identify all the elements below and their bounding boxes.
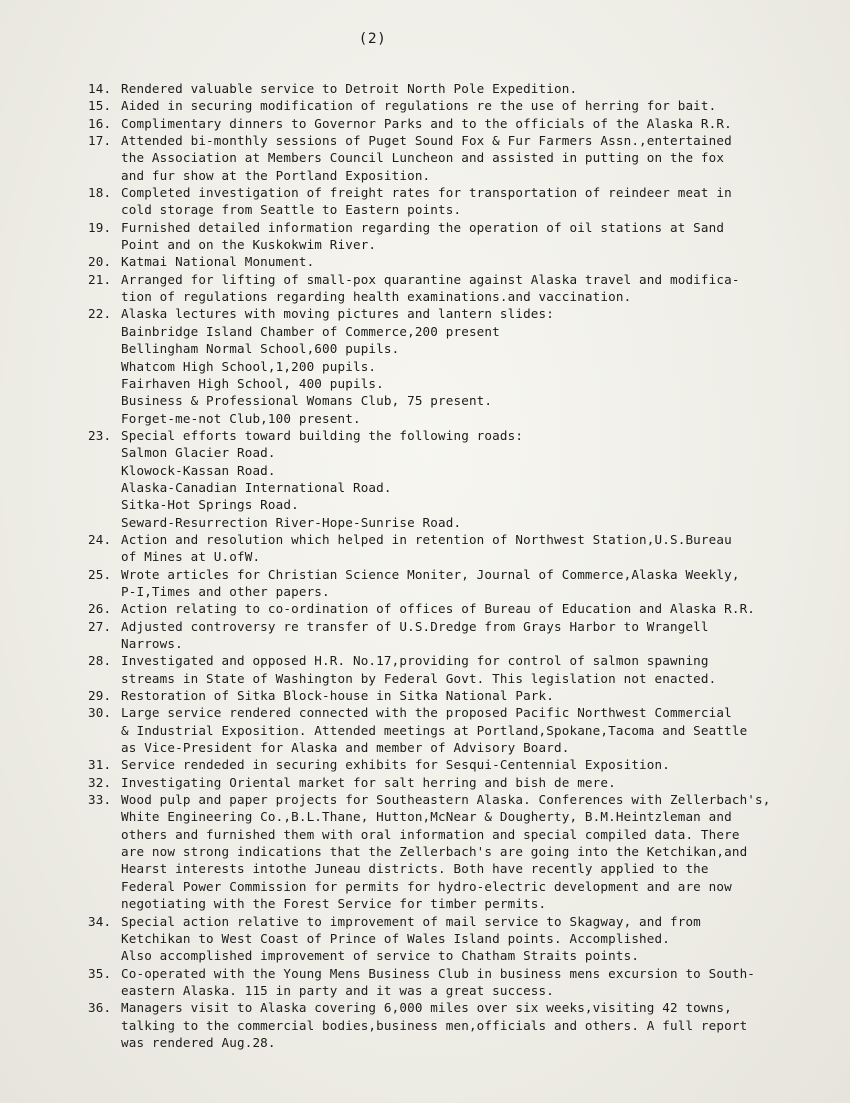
item-text xyxy=(121,600,823,617)
item-text-line: Hearst interests intothe Juneau districts. Both have recently applied to the xyxy=(121,861,709,877)
item-text-line: Sitka-Hot Springs Road. xyxy=(121,497,299,513)
item-text xyxy=(121,115,823,132)
item-text-line: Katmai National Monument. xyxy=(121,254,315,270)
list-item xyxy=(88,219,823,254)
item-number: 17. xyxy=(88,133,112,149)
list-item xyxy=(88,965,823,1000)
item-text-line: Wood pulp and paper projects for Southeastern Alaska. Conferences with Zellerbach's, xyxy=(121,792,771,808)
item-text-line: Attended bi-monthly sessions of Puget Sound Fox & Fur Farmers Assn.,entertained xyxy=(121,133,732,149)
item-text-line: Fairhaven High School, 400 pupils. xyxy=(121,375,384,391)
item-number: 24. xyxy=(88,531,112,547)
item-text-line: Special efforts toward building the following roads: xyxy=(121,427,524,443)
item-text-line: Action and resolution which helped in retention of Northwest Station,U.S.Bureau xyxy=(121,531,732,547)
item-text-line: Salmon Glacier Road. xyxy=(121,445,276,461)
item-text xyxy=(121,184,823,219)
item-text-line: Large service rendered connected with the proposed Pacific Northwest Commercial xyxy=(121,705,732,721)
list-item xyxy=(88,687,823,704)
item-list xyxy=(88,80,823,1051)
item-text-line: Klowock-Kassan Road. xyxy=(121,462,276,478)
item-number: 15. xyxy=(88,98,112,114)
item-text-line: Investigated and opposed H.R. No.17,providing for control of salmon spawning xyxy=(121,653,709,669)
item-number: 29. xyxy=(88,688,112,704)
item-text-line: as Vice-President for Alaska and member of Advisory Board. xyxy=(121,740,570,756)
item-text-line: Managers visit to Alaska covering 6,000 miles over six weeks,visiting 42 towns, xyxy=(121,1000,732,1016)
item-text-line: streams in State of Washington by Federal Govt. This legislation not enacted. xyxy=(121,670,717,686)
item-text-line: Ketchikan to West Coast of Prince of Wales Island points. Accomplished. xyxy=(121,930,670,946)
item-text xyxy=(121,253,823,270)
list-item xyxy=(88,600,823,617)
item-text-line: negotiating with the Forest Service for timber permits. xyxy=(121,896,547,912)
item-text-line: Completed investigation of freight rates for transportation of reindeer meat in xyxy=(121,185,732,201)
list-item xyxy=(88,756,823,773)
item-text-line: Bellingham Normal School,600 pupils. xyxy=(121,341,400,357)
item-text-line: Complimentary dinners to Governor Parks and to the officials of the Alaska R.R. xyxy=(121,115,732,131)
item-text xyxy=(121,774,823,791)
item-text-line: Investigating Oriental market for salt herring and bish de mere. xyxy=(121,774,616,790)
item-text xyxy=(121,618,823,653)
item-text-line: others and furnished them with oral information and special compiled data. There xyxy=(121,826,740,842)
item-text-line: was rendered Aug.28. xyxy=(121,1034,276,1050)
item-text xyxy=(121,791,823,912)
item-text xyxy=(121,132,823,184)
item-number: 22. xyxy=(88,306,112,322)
list-item xyxy=(88,80,823,97)
item-text-line: the Association at Members Council Luncheon and assisted in putting on the fox xyxy=(121,150,725,166)
list-item xyxy=(88,704,823,756)
item-text-line: & Industrial Exposition. Attended meetings at Portland,Spokane,Tacoma and Seattle xyxy=(121,722,748,738)
list-item xyxy=(88,427,823,531)
list-item xyxy=(88,184,823,219)
item-text-line: are now strong indications that the Zellerbach's are going into the Ketchikan,and xyxy=(121,844,748,860)
list-item xyxy=(88,305,823,426)
item-text-line: cold storage from Seattle to Eastern points. xyxy=(121,202,462,218)
item-text-line: Seward-Resurrection River-Hope-Sunrise Road. xyxy=(121,514,462,530)
item-text-line: Business & Professional Womans Club, 75 present. xyxy=(121,393,493,409)
list-item xyxy=(88,652,823,687)
item-number: 36. xyxy=(88,1000,112,1016)
item-text-line: Alaska-Canadian International Road. xyxy=(121,479,392,495)
item-number: 26. xyxy=(88,601,112,617)
list-item xyxy=(88,566,823,601)
item-text-line: talking to the commercial bodies,business men,officials and others. A full report xyxy=(121,1017,748,1033)
item-text-line: Narrows. xyxy=(121,636,183,651)
list-item xyxy=(88,999,823,1051)
item-text xyxy=(121,999,823,1051)
list-item xyxy=(88,774,823,791)
item-text-line: Forget-me-not Club,100 present. xyxy=(121,410,361,426)
item-text xyxy=(121,687,823,704)
item-text-line: Point and on the Kuskokwim River. xyxy=(121,237,377,253)
item-text xyxy=(121,913,823,965)
item-number: 21. xyxy=(88,271,112,287)
item-text-line: tion of regulations regarding health examinations.and vaccination. xyxy=(121,289,632,305)
item-text-line: Adjusted controversy re transfer of U.S.Dredge from Grays Harbor to Wrangell xyxy=(121,618,709,634)
list-item xyxy=(88,913,823,965)
item-text xyxy=(121,965,823,1000)
item-text-line: P-I,Times and other papers. xyxy=(121,583,330,599)
item-number: 25. xyxy=(88,566,112,582)
list-item xyxy=(88,531,823,566)
list-item xyxy=(88,97,823,114)
item-text-line: White Engineering Co.,B.L.Thane, Hutton,McNear & Dougherty, B.M.Heintzleman and xyxy=(121,809,732,825)
item-text xyxy=(121,652,823,687)
item-text-line: Whatcom High School,1,200 pupils. xyxy=(121,358,377,374)
page-number: (2) xyxy=(358,31,387,47)
item-text xyxy=(121,427,823,531)
item-text-line: Rendered valuable service to Detroit North Pole Expedition. xyxy=(121,81,578,96)
item-text xyxy=(121,271,823,306)
item-text-line: Action relating to co-ordination of offices of Bureau of Education and Alaska R.R. xyxy=(121,601,756,617)
item-text-line: Bainbridge Island Chamber of Commerce,200 present xyxy=(121,323,500,339)
item-text xyxy=(121,219,823,254)
item-text-line: Federal Power Commission for permits for hydro-electric development and are now xyxy=(121,878,732,894)
item-text xyxy=(121,97,823,114)
item-number: 19. xyxy=(88,219,112,235)
item-text-line: Service rendeded in securing exhibits for Sesqui-Centennial Exposition. xyxy=(121,757,670,773)
list-item xyxy=(88,115,823,132)
item-number: 14. xyxy=(88,81,112,96)
item-number: 34. xyxy=(88,913,112,929)
item-text-line: Alaska lectures with moving pictures and lantern slides: xyxy=(121,306,554,322)
item-text-line: Furnished detailed information regarding the operation of oil stations at Sand xyxy=(121,219,725,235)
list-item xyxy=(88,253,823,270)
item-text-line: Co-operated with the Young Mens Business Club in business mens excursion to South- xyxy=(121,965,756,981)
list-item xyxy=(88,618,823,653)
list-item xyxy=(88,132,823,184)
list-item xyxy=(88,791,823,912)
item-number: 35. xyxy=(88,965,112,981)
item-text-line: eastern Alaska. 115 in party and it was a great success. xyxy=(121,982,554,998)
item-text-line: Also accomplished improvement of service to Chatham Straits points. xyxy=(121,948,640,964)
item-text-line: Aided in securing modification of regulations re the use of herring for bait. xyxy=(121,98,717,114)
item-text-line: Restoration of Sitka Block-house in Sitka National Park. xyxy=(121,688,554,704)
item-number: 16. xyxy=(88,115,112,131)
item-text xyxy=(121,80,823,97)
item-number: 33. xyxy=(88,792,112,808)
item-number: 30. xyxy=(88,705,112,721)
item-text xyxy=(121,704,823,756)
item-text-line: and fur show at the Portland Exposition. xyxy=(121,167,431,183)
item-text xyxy=(121,566,823,601)
item-text-line: of Mines at U.ofW. xyxy=(121,549,261,565)
list-item xyxy=(88,271,823,306)
item-number: 27. xyxy=(88,618,112,634)
item-text-line: Arranged for lifting of small-pox quarantine against Alaska travel and modifica- xyxy=(121,271,740,287)
item-number: 18. xyxy=(88,185,112,201)
item-text xyxy=(121,305,823,426)
item-text xyxy=(121,756,823,773)
item-number: 20. xyxy=(88,254,112,270)
item-number: 28. xyxy=(88,653,112,669)
item-text xyxy=(121,531,823,566)
item-text-line: Special action relative to improvement of mail service to Skagway, and from xyxy=(121,913,701,929)
item-number: 31. xyxy=(88,757,112,773)
item-number: 23. xyxy=(88,427,112,443)
item-text-line: Wrote articles for Christian Science Moniter, Journal of Commerce,Alaska Weekly, xyxy=(121,566,740,582)
item-number: 32. xyxy=(88,774,112,790)
